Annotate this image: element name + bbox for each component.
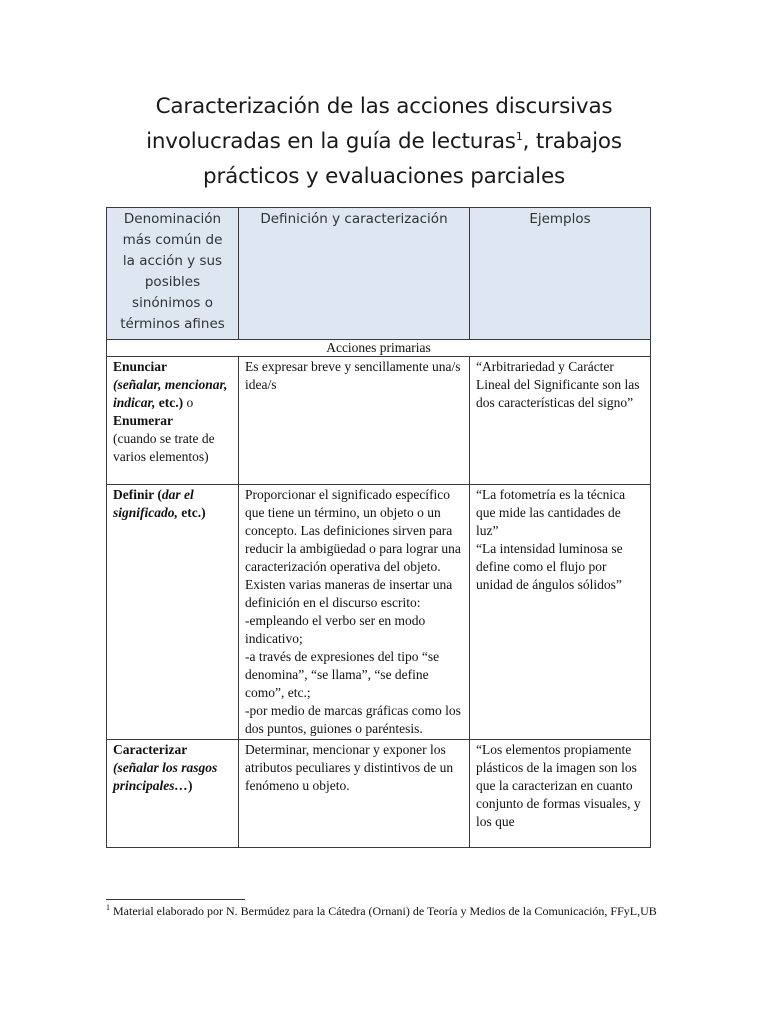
action-connector: o [183, 395, 194, 410]
header-examples: Ejemplos [470, 208, 651, 340]
footnote-number: 1 [106, 903, 110, 912]
row-definition-cell [239, 357, 470, 485]
table-header-row [107, 208, 651, 340]
example-text: “La fotometría es la técnica que mide las cantidades de luz” [476, 487, 626, 538]
header-definition: Definición y caracterización [239, 208, 470, 340]
action-etc: etc.) [177, 505, 206, 520]
action-name: Definir ( [113, 487, 162, 502]
definition-item: -a través de expresiones del tipo “se denomina”, “se llama”, “se define como”, etc.; [245, 649, 440, 700]
title-line-2-tail: , trabajos [522, 129, 622, 154]
table-row [107, 485, 651, 740]
row-examples-cell [470, 357, 651, 485]
actions-table [106, 207, 651, 848]
header-denomination: Denominación más común de la acción y sus posibles sinónimos o términos afines [107, 208, 239, 340]
row-name-cell [107, 740, 239, 848]
example-text: “Los elementos propiamente plásticos de la imagen son los que la caracterizan en cuanto conjunto de formas visuales, y los que [476, 742, 641, 829]
row-definition-cell [239, 485, 470, 740]
section-row [107, 340, 651, 357]
action-synonyms: (señalar, mencionar, indicar, [113, 377, 228, 410]
title-line-1: Caracterización de las acciones discursivas [155, 94, 613, 119]
table-row [107, 357, 651, 485]
title-line-3: prácticos y evaluaciones parciales [203, 164, 565, 189]
action-name: Caracterizar [113, 742, 188, 757]
title-line-2-text: involucradas en la guía de lecturas [146, 129, 516, 154]
action-name: Enunciar [113, 359, 168, 374]
footnote-ref[interactable]: 1 [515, 129, 523, 143]
action-etc: etc.) [155, 395, 184, 410]
footnote-text: Material elaborado por N. Bermúdez para la Cátedra (Ornani) de Teoría y Medios de la Comunicación, FFyL,UB [110, 904, 657, 918]
definition-text: Proporcionar el significado específico que tiene un término, un objeto o un concepto. Las definiciones sirven para reducir la ambigüedad o para lograr una caracterización operativa del objeto. Existen varias maneras de insertar una definición en el discurso escrito: [245, 487, 461, 610]
section-label: Acciones primarias [107, 340, 651, 357]
example-text: “Arbitrariedad y Carácter Lineal del Significante son las dos características del signo” [476, 359, 640, 410]
page-title [110, 89, 658, 194]
row-examples-cell [470, 485, 651, 740]
example-text: “La intensidad luminosa se define como el flujo por unidad de ángulos sólidos” [476, 541, 623, 592]
row-name-cell [107, 485, 239, 740]
row-examples-cell [470, 740, 651, 848]
action-synonyms: dar el significado, [113, 487, 194, 520]
action-synonyms: (señalar los rasgos principales… [113, 760, 218, 793]
table-row [107, 740, 651, 848]
footnote-divider [106, 899, 245, 900]
action-name-alt: Enumerar [113, 413, 173, 428]
definition-text: Es expresar breve y sencillamente una/s idea/s [245, 359, 461, 392]
definition-item: -por medio de marcas gráficas como los dos puntos, guiones o paréntesis. [245, 703, 461, 736]
definition-text: Determinar, mencionar y exponer los atributos peculiares y distintivos de un fenómeno u objeto. [245, 742, 454, 793]
row-name-cell [107, 357, 239, 485]
definition-item: -empleando el verbo ser en modo indicativo; [245, 613, 426, 646]
action-note: (cuando se trate de varios elementos) [113, 431, 215, 464]
row-definition-cell [239, 740, 470, 848]
title-line-2 [110, 124, 658, 159]
action-etc: ) [188, 778, 193, 793]
footnote [106, 903, 666, 919]
